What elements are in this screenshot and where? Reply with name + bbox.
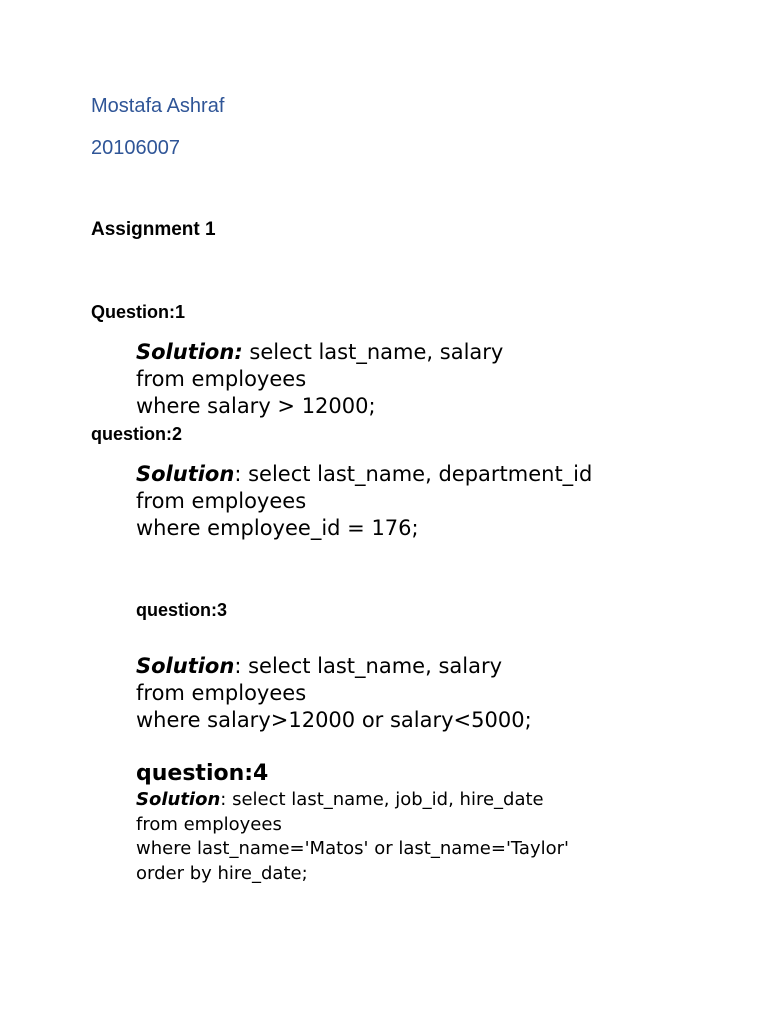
solution-text: from employees [136, 681, 307, 705]
question-1-heading: Question:1 [91, 302, 186, 322]
student-id: 20106007 [91, 137, 180, 159]
solution-text: select last_name, salary [249, 340, 504, 364]
solution-text: where salary > 12000; [136, 394, 376, 418]
solution-text: where last_name='Matos' or last_name='Taylor' [136, 838, 569, 859]
question-3-solution [136, 653, 532, 734]
solution-text: select last_name, department_id [248, 462, 593, 486]
question-2-heading: question:2 [91, 424, 183, 444]
solution-first-line [136, 788, 569, 813]
assignment-title: Assignment 1 [91, 219, 216, 240]
question-4-heading: question:4 [136, 761, 269, 786]
question-4-solution [136, 788, 569, 886]
solution-text: where employee_id = 176; [136, 516, 419, 540]
solution-text: where salary>12000 or salary<5000; [136, 708, 532, 732]
solution-text: from employees [136, 489, 307, 513]
solution-label: Solution [136, 654, 235, 678]
solution-text: from employees [136, 367, 307, 391]
solution-text: select last_name, job_id, hire_date [232, 789, 544, 810]
author-name: Mostafa Ashraf [91, 95, 225, 117]
question-1-solution [136, 339, 503, 420]
solution-first-line [136, 461, 592, 488]
solution-separator: : [234, 654, 249, 678]
solution-separator: : [220, 789, 233, 810]
solution-label: Solution [136, 789, 221, 810]
solution-text: from employees [136, 813, 282, 835]
solution-first-line [136, 653, 532, 680]
question-3-heading: question:3 [136, 600, 228, 620]
solution-text: order by hire_date; [136, 862, 308, 884]
solution-label: Solution [136, 462, 235, 486]
solution-first-line [136, 339, 503, 366]
question-2-solution [136, 461, 592, 542]
solution-label: Solution: [136, 340, 243, 364]
solution-separator: : [234, 462, 249, 486]
solution-text: select last_name, salary [248, 654, 503, 678]
